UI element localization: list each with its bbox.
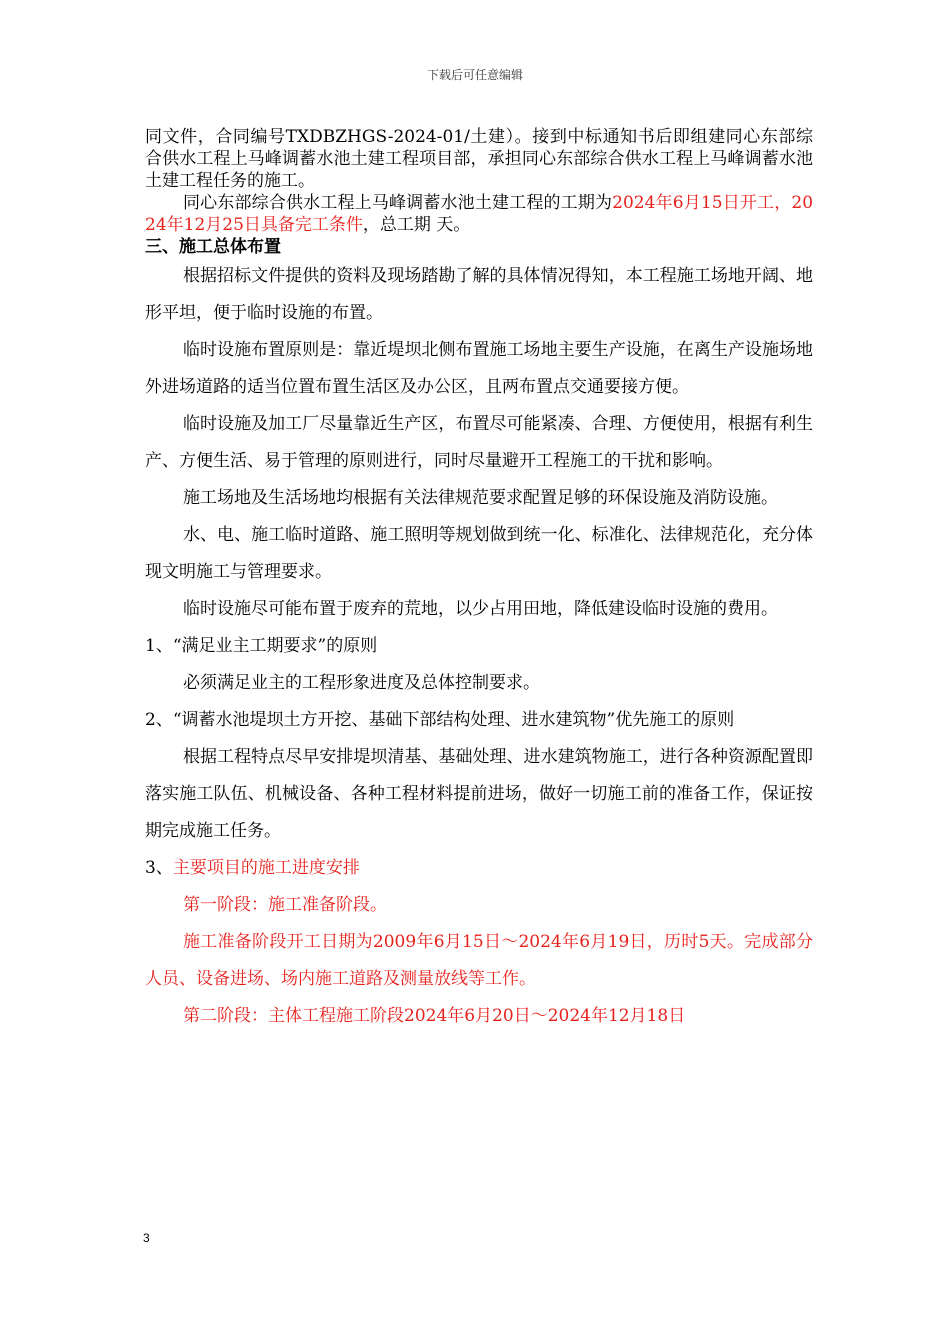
schedule-intro: 同心东部综合供水工程上马峰调蓄水池土建工程的工期为 bbox=[183, 193, 613, 213]
page-number: 3 bbox=[143, 1231, 150, 1245]
paragraph-item-1: 必须满足业主的工程形象进度及总体控制要求。 bbox=[183, 673, 540, 693]
item-number-3: 3、 bbox=[145, 858, 173, 878]
item-title-3: 主要项目的施工进度安排 bbox=[172, 858, 360, 878]
paragraph-factory: 临时设施及加工厂尽量靠近生产区，布置尽可能紧凑、合理、方便使用，根据有利生产、方便生活、易于管理的原则进行，同时尽量避开工程施工的干扰和影响。 bbox=[145, 414, 813, 471]
paragraph-item-2: 根据工程特点尽早安排堤坝清基、基础处理、进水建筑物施工，进行各种资源配置即落实施工队伍、机械设备、各种工程材料提前进场，做好一切施工前的准备工作，保证按期完成施工任务。 bbox=[145, 747, 813, 841]
schedule-dates: 2024年6月15日开工，2024年12月25日具备完工条件 bbox=[145, 193, 814, 235]
paragraph-principle: 临时设施布置原则是：靠近堤坝北侧布置施工场地主要生产设施，在离生产设施场地外进场道路的适当位置布置生活区及办公区，且两布置点交通要接方便。 bbox=[145, 340, 813, 397]
document-body bbox=[145, 126, 813, 1035]
paragraph-stage-1-detail: 施工准备阶段开工日期为2009年6月15日～2024年6月19日，历时5天。完成部分人员、设备进场、场内施工道路及测量放线等工作。 bbox=[145, 932, 813, 989]
item-heading-2: 2、“调蓄水池堤坝土方开挖、基础下部结构处理、进水建筑物”优先施工的原则 bbox=[145, 710, 735, 730]
page-header: 下载后可任意编辑 bbox=[426, 68, 523, 82]
item-heading-3 bbox=[145, 850, 813, 887]
paragraph-stage-1: 第一阶段：施工准备阶段。 bbox=[183, 895, 387, 915]
paragraph-schedule bbox=[145, 192, 813, 236]
paragraph-contract: 同文件，合同编号TXDBZHGS-2024-01/土建）。接到中标通知书后即组建同心东部综合供水工程上马峰调蓄水池土建工程项目部，承担同心东部综合供水工程上马峰调蓄水池土建工程任务的施工。 bbox=[145, 127, 813, 191]
paragraph-stage-2: 第二阶段：主体工程施工阶段2024年6月20日～2024年12月18日 bbox=[183, 1006, 686, 1026]
paragraph-land: 临时设施尽可能布置于废弃的荒地，以少占用田地，降低建设临时设施的费用。 bbox=[183, 599, 778, 619]
paragraph-utilities: 水、电、施工临时道路、施工照明等规划做到统一化、标准化、法律规范化，充分体现文明施工与管理要求。 bbox=[145, 525, 813, 582]
schedule-total: ，总工期 天。 bbox=[362, 215, 471, 235]
paragraph-site: 根据招标文件提供的资料及现场踏勘了解的具体情况得知，本工程施工场地开阔、地形平坦，便于临时设施的布置。 bbox=[145, 266, 813, 323]
item-heading-1: 1、“满足业主工期要求”的原则 bbox=[145, 636, 378, 656]
paragraph-environment: 施工场地及生活场地均根据有关法律规范要求配置足够的环保设施及消防设施。 bbox=[183, 488, 778, 508]
section-heading-layout: 三、施工总体布置 bbox=[145, 237, 281, 257]
